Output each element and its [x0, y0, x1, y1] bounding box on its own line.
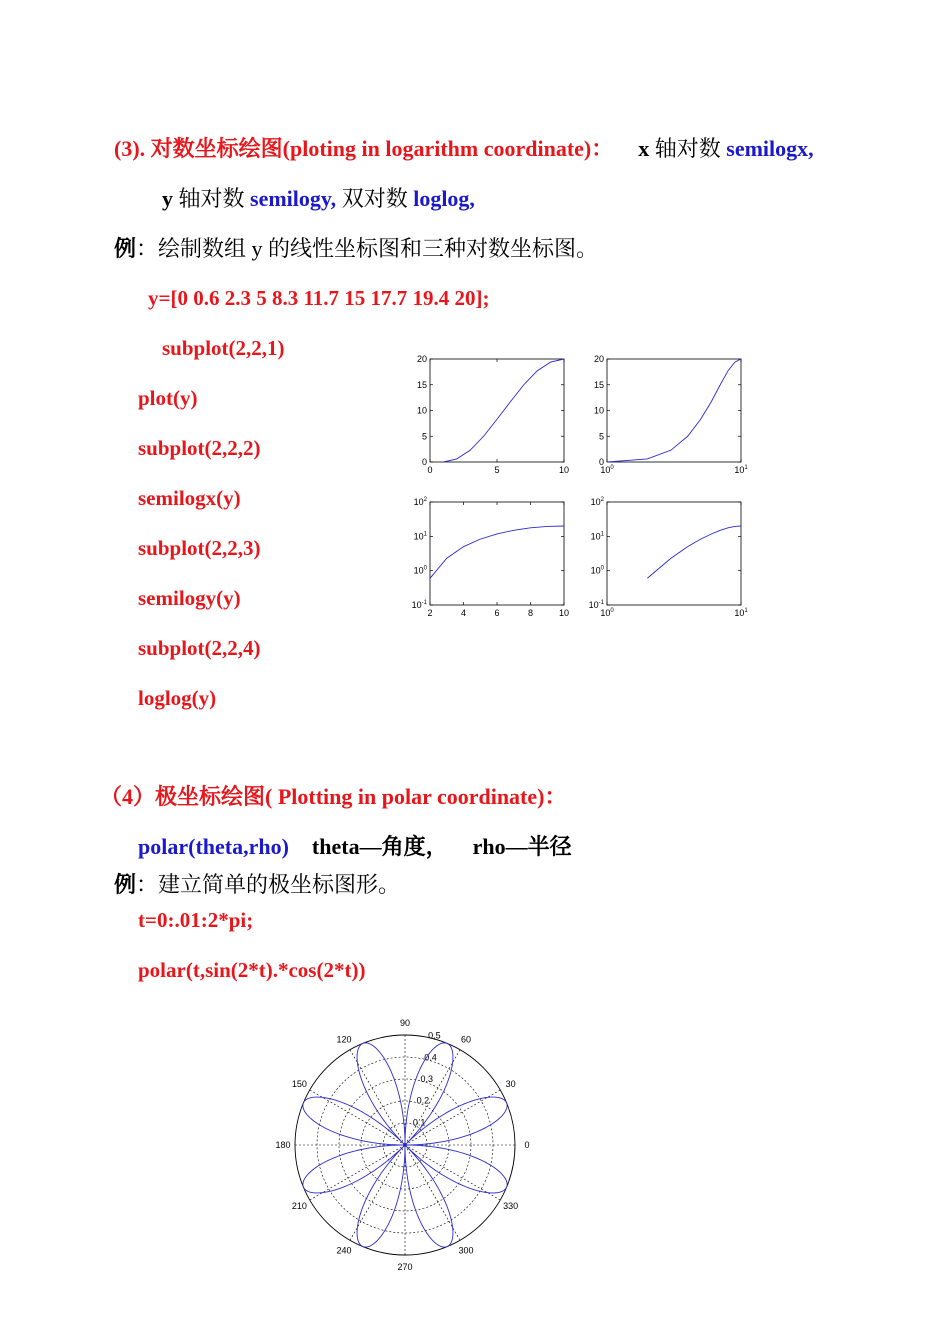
angle-tick-label: 240 [336, 1245, 352, 1256]
x-tick-label: 10 [558, 465, 570, 475]
section4-example [114, 871, 400, 899]
y-axis-text: 轴对数 [178, 186, 245, 211]
x-tick-label: 2 [427, 608, 433, 618]
x-tick-label: 10 [558, 608, 570, 618]
y-tick-label: 5 [421, 431, 427, 442]
polar-spoke [405, 1050, 460, 1145]
polar-spoke [405, 1145, 500, 1200]
y-tick-label: 10 [416, 405, 427, 416]
y-tick-label: 10 [593, 405, 604, 416]
angle-tick-label: 270 [397, 1262, 413, 1272]
code-line-subplot1: subplot(2,2,1) [162, 336, 285, 360]
x-tick-label: 4 [460, 608, 467, 618]
subplot-2 [594, 354, 748, 475]
y-tick-label: 20 [416, 354, 427, 364]
y-tick-label: 15 [593, 379, 604, 390]
radial-tick-label: 0.4 [424, 1052, 437, 1063]
x-tick-label: 5 [494, 465, 500, 475]
code-line-subplot2: subplot(2,2,2) [138, 436, 261, 460]
y-tick-label: $10^{-1}$ [588, 600, 604, 610]
y-tick-label: 0 [421, 457, 427, 467]
code-line-polar: polar(t,sin(2*t).*cos(2*t)) [138, 958, 366, 982]
section3-subline [162, 185, 475, 213]
polar-spoke [310, 1090, 405, 1145]
code-line-semilogx: semilogx(y) [138, 486, 241, 510]
y-tick-label: $10^{-1}$ [411, 600, 427, 610]
polar-spoke [350, 1050, 405, 1145]
example-label-2: 例 [114, 872, 137, 897]
semilogx-keyword: semilogx, [726, 136, 814, 161]
example-text: ：绘制数组 y 的线性坐标图和三种对数坐标图。 [136, 236, 599, 261]
y-tick-label: 5 [598, 431, 604, 442]
x-tick-label: 6 [494, 608, 500, 618]
theta-description: theta—角度， [311, 834, 448, 859]
y-tick-label: $10^0$ [413, 565, 427, 576]
angle-tick-label: 150 [291, 1079, 307, 1089]
rho-description: rho—半径 [472, 834, 572, 859]
y-tick-label: 15 [416, 379, 427, 390]
code-line-loglog: loglog(y) [138, 686, 217, 710]
loglog-keyword: loglog, [413, 186, 475, 211]
y-tick-label: 20 [593, 354, 604, 364]
y-tick-label: $10^2$ [413, 497, 427, 507]
angle-tick-label: 90 [399, 1018, 411, 1028]
axes-box [607, 359, 741, 462]
axes-box [430, 502, 564, 605]
y-tick-label: $10^0$ [590, 565, 604, 576]
section3-example [114, 235, 598, 263]
radial-tick-label: 0.2 [416, 1095, 430, 1106]
code-line-y: y=[0 0.6 2.3 5 8.3 11.7 15 17.7 19.4 20]; [148, 286, 490, 310]
code-line-semilogy: semilogy(y) [138, 586, 241, 610]
polar-spoke [310, 1145, 405, 1200]
y-tick-label: 0 [598, 457, 604, 467]
axes-box [607, 502, 741, 605]
axes-box [430, 359, 564, 462]
section3-heading [114, 135, 814, 163]
double-log-text: 双对数 [341, 186, 408, 211]
angle-tick-label: 210 [291, 1201, 307, 1211]
polar-spoke [405, 1145, 460, 1240]
angle-tick-label: 30 [505, 1079, 516, 1089]
polar-figure [270, 1010, 540, 1280]
subplot-figure [400, 345, 770, 630]
example-text-2: ：建立简单的极坐标图形。 [136, 872, 401, 897]
x-tick-label: 0 [427, 465, 433, 475]
x-axis-text: 轴对数 [654, 136, 721, 161]
angle-tick-label: 180 [275, 1140, 291, 1150]
x-tick-label: $10^0$ [600, 465, 614, 475]
radial-tick-label: 0.3 [420, 1074, 433, 1085]
angle-tick-label: 0 [524, 1140, 530, 1150]
y-axis-label: y [162, 186, 173, 211]
code-line-t: t=0:.01:2*pi; [138, 908, 254, 932]
code-line-subplot3: subplot(2,2,3) [138, 536, 261, 560]
section4-heading: （4）极坐标绘图( Plotting in polar coordinate)： [100, 784, 567, 809]
y-tick-label: $10^1$ [590, 531, 604, 542]
code-line-subplot4: subplot(2,2,4) [138, 636, 261, 660]
angle-tick-label: 330 [503, 1201, 519, 1211]
x-tick-label: $10^1$ [734, 465, 748, 475]
angle-tick-label: 120 [336, 1034, 352, 1045]
x-axis-label: x [638, 136, 650, 161]
subplot-1 [417, 354, 569, 475]
section4-subline [138, 833, 572, 861]
x-tick-label: $10^1$ [734, 608, 748, 618]
radial-tick-label: 0.5 [428, 1030, 441, 1041]
y-tick-label: $10^1$ [413, 531, 427, 542]
subplot-4 [589, 497, 749, 618]
subplot-3 [412, 497, 569, 618]
x-tick-label: $10^0$ [600, 608, 614, 618]
semilogy-keyword: semilogy, [250, 186, 337, 211]
radial-tick-label: 0.1 [412, 1117, 426, 1128]
y-tick-label: $10^2$ [590, 497, 604, 507]
example-label: 例 [114, 236, 137, 261]
section3-title: (3). 对数坐标绘图(ploting in logarithm coordinate)： [114, 136, 614, 161]
polar-call: polar(theta,rho) [138, 834, 289, 859]
angle-tick-label: 300 [458, 1245, 474, 1256]
code-line-plot: plot(y) [138, 386, 198, 410]
polar-spoke [350, 1145, 405, 1240]
x-tick-label: 8 [527, 608, 534, 618]
polar-curve [303, 1043, 507, 1247]
angle-tick-label: 60 [460, 1034, 472, 1045]
